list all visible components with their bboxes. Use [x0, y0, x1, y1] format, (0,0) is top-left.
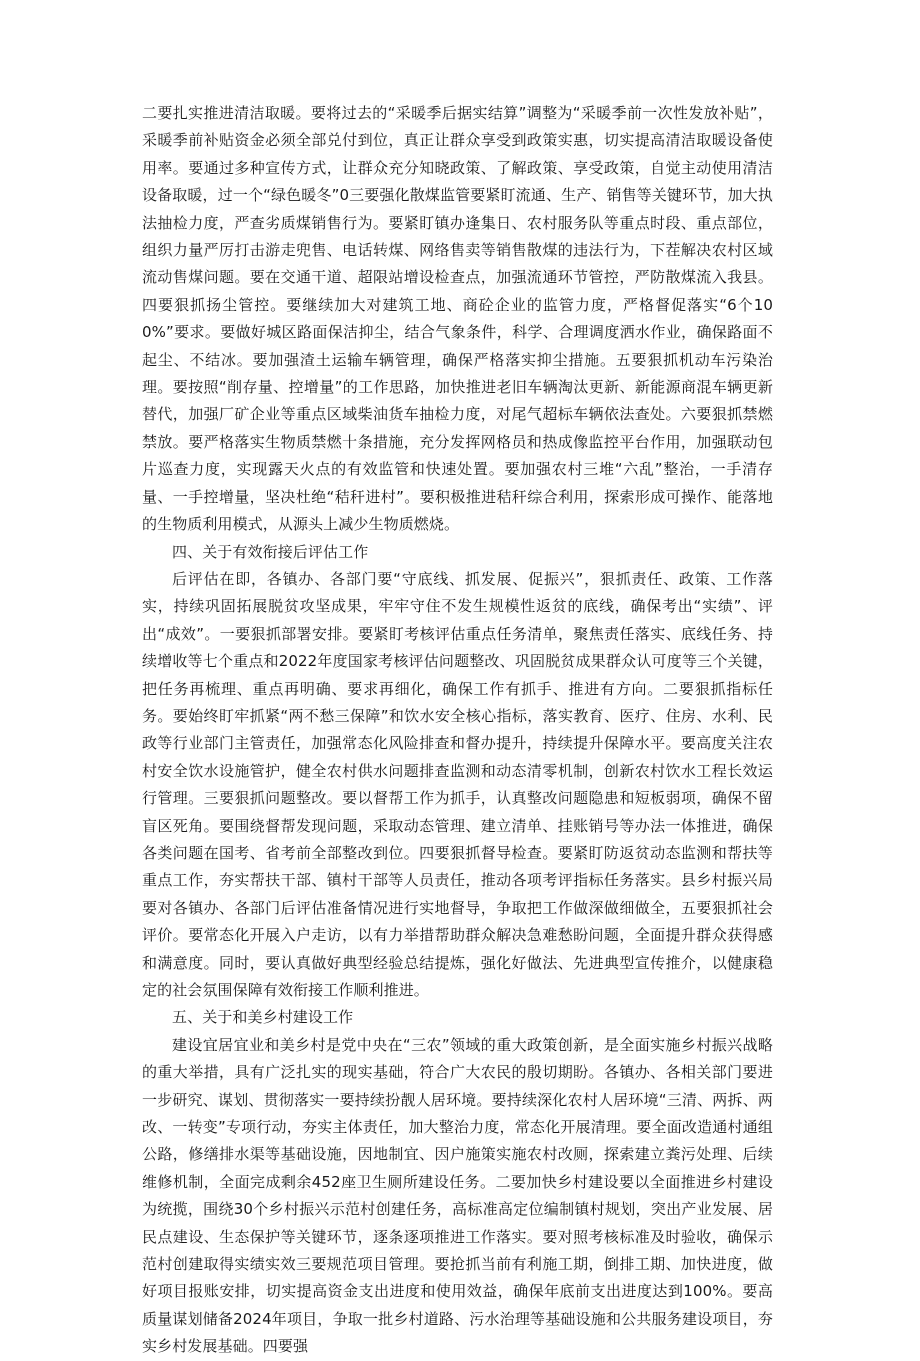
paragraph-post-assessment: 后评估在即，各镇办、各部门要“守底线、抓发展、促振兴”，狠抓责任、政策、工作落实，持续巩固拓展脱贫攻坚成果，牢牢守住不发生规模性返贫的底线，确保考出“实绩”、评出“成效”。一要狠抓部署安排。要紧盯考核评估重点任务清单，聚焦责任落实、底线任务、持续增收等七个重点和2022年度国家考核评估问题整改、巩固脱贫成果群众认可度等三个关键，把任务再梳理、重点再明确、要求再细化，确保工作有抓手、推进有方向。二要狠抓指标任务。要始终盯牢抓紧“两不愁三保障”和饮水安全核心指标，落实教育、医疗、住房、水利、民政等行业部门主管责任，加强常态化风险排查和督办提升，持续提升保障水平。要高度关注农村安全饮水设施管护，健全农村供水问题排查监测和动态清零机制，创新农村饮水工程长效运行管理。三要狠抓问题整改。要以督帮工作为抓手，认真整改问题隐患和短板弱项，确保不留盲区死角。要围绕督帮发现问题，采取动态管理、建立清单、挂账销号等办法一体推进，确保各类问题在国考、省考前全部整改到位。四要狠抓督导检查。要紧盯防返贫动态监测和帮扶等重点工作，夯实帮扶干部、镇村干部等人员责任，推动各项考评指标任务落实。县乡村振兴局要对各镇办、各部门后评估准备情况进行实地督导，争取把工作做深做细做全，五要狠抓社会评价。要常态化开展入户走访，以有力举措帮助群众解决急难愁盼问题，全面提升群众获得感和满意度。同时，要认真做好典型经验总结提炼，强化好做法、先进典型宣传推介，以健康稳定的社会氛围保障有效衔接工作顺利推进。 — [142, 569, 773, 999]
paragraph-beautiful-village: 建设宜居宜业和美乡村是党中央在“三农”领域的重大政策创新，是全面实施乡村振兴战略的重大举措，具有广泛扎实的现实基础，符合广大农民的殷切期盼。各镇办、各相关部门要进一步研究、谋划、贯彻落实一要持续扮靓人居环境。要持续深化农村人居环境“三清、两拆、两改、一转变”专项行动，夯实主体责任，加大整治力度，常态化开展清理。要全面改造通村通组公路，修缮排水渠等基础设施，因地制宜、因户施策实施农村改厕，探索建立粪污处理、后续维修机制，全面完成剩余452座卫生厕所建设任务。二要加快乡村建设要以全面推进乡村建设为统揽，围绕30个乡村振兴示范村创建任务，高标准高定位编制镇村规划，突出产业发展、居民点建设、生态保护等关键环节，逐条逐项推进工作落实。要对照考核标准及时验收，确保示范村创建取得实绩实效三要规范项目管理。要抢抓当前有利施工期，倒排工期、加快进度，做好项目报账安排，切实提高资金支出进度和使用效益，确保年底前支出进度达到100%。要高质量谋划储备2024年项目，争取一批乡村道路、污水治理等基础设施和公共服务建设项目，夯实乡村发展基础。四要强 — [142, 1035, 773, 1356]
paragraph-clean-heating: 二要扎实推进清洁取暖。要将过去的“采暖季后据实结算”调整为“采暖季前一次性发放补贴”，采暖季前补贴资金必须全部兑付到位，真正让群众享受到政策实惠，切实提高清洁取暖设备使用率。要通过多种宣传方式，让群众充分知晓政策、了解政策、享受政策，自觉主动使用清洁设备取暖，过一个“绿色暖冬”0三要强化散煤监管要紧盯流通、生产、销售等关键环节，加大执法抽检力度，严查劣质煤销售行为。要紧盯镇办逢集日、农村服务队等重点时段、重点部位，组织力量严厉打击游走兜售、电话转煤、网络售卖等销售散煤的违法行为，下茬解决农村区域流动售煤问题。要在交通干道、超限站增设检查点，加强流通环节管控，严防散煤流入我县。四要狠抓扬尘管控。要继续加大对建筑工地、商砼企业的监管力度，严格督促落实“6个100%”要求。要做好城区路面保洁抑尘，结合气象条件，科学、合理调度洒水作业，确保路面不起尘、不结冰。要加强渣土运输车辆管理，确保严格落实抑尘措施。五要狠抓机动车污染治理。要按照“削存量、控增量”的工作思路，加快推进老旧车辆淘汰更新、新能源商混车辆更新替代，加强厂矿企业等重点区域柴油货车抽检力度，对尾气超标车辆依法查处。六要狠抓禁燃禁放。要严格落实生物质禁燃十条措施，充分发挥网格员和热成像监控平台作用，加强联动包片巡查力度，实现露天火点的有效监管和快速处置。要加强农村三堆“六乱”整治，一手清存量、一手控增量，坚决杜绝“秸秆进村”。要积极推进秸秆综合利用，探索形成可操作、能落地的生物质利用模式，从源头上减少生物质燃烧。 — [142, 104, 773, 534]
section-heading-post-assessment: 四、关于有效衔接后评估工作 — [172, 542, 369, 561]
document-body — [142, 100, 773, 1361]
section-heading-beautiful-village: 五、关于和美乡村建设工作 — [172, 1008, 354, 1027]
